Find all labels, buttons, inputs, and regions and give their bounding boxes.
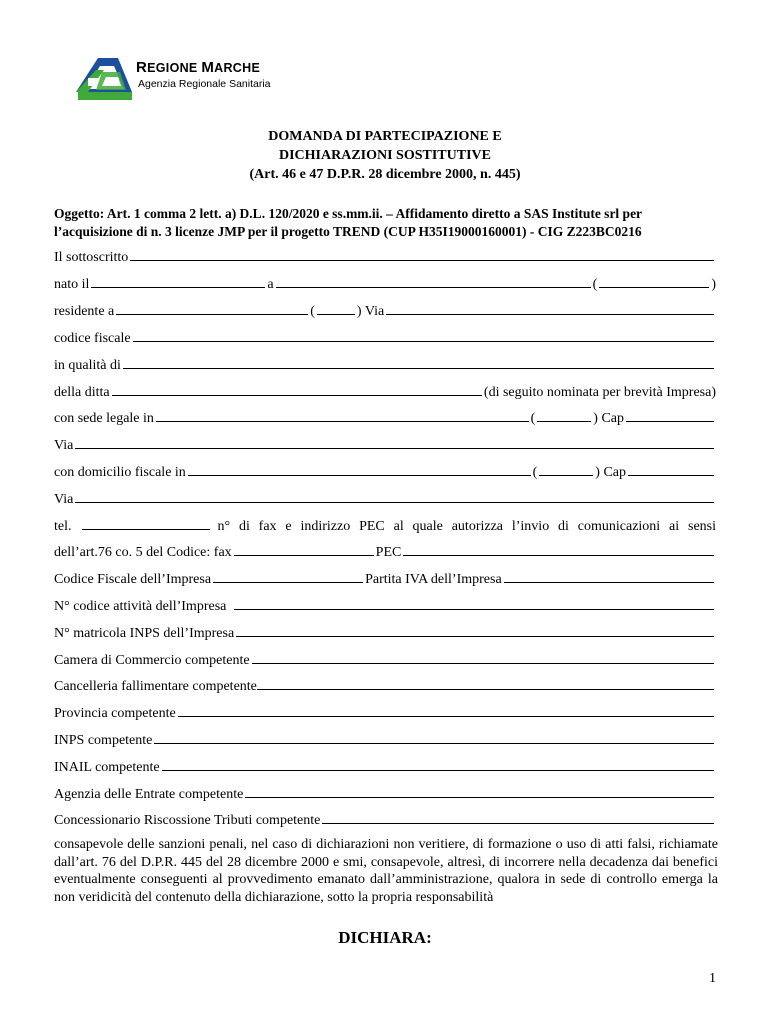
blank-provincia-residenza[interactable] [317,302,355,315]
document-title-line-3: (Art. 46 e 47 D.P.R. 28 dicembre 2000, n. 445) [249,167,521,182]
blank-codice-attivita[interactable] [234,597,714,610]
label-nato-il: nato il [54,277,90,292]
blank-provincia-nascita[interactable] [599,275,709,288]
blank-partita-iva[interactable] [504,570,714,583]
blank-cf-impresa[interactable] [213,570,363,583]
blank-pec[interactable] [403,543,714,556]
label-paren-via: ) Via [356,304,385,319]
blank-sottoscritto[interactable] [130,248,714,261]
label-concessionario: Concessionario Riscossione Tributi competente [54,813,321,828]
label-in-qualita-di: in qualità di [54,358,121,373]
label-paren-cap: ) Cap [595,465,626,480]
label-via: Via [54,438,74,453]
blank-fax[interactable] [234,543,374,556]
field-via-domicilio [54,490,716,508]
document-title-line-2: DICHIARAZIONI SOSTITUTIVE [278,148,491,163]
label-open-paren: ( [530,411,536,426]
label-matricola-inps: N° matricola INPS dell’Impresa [54,626,235,641]
field-inail [54,758,716,776]
blank-concessionario[interactable] [322,811,714,824]
label-paren-cap: ) Cap [593,411,624,426]
blank-camera-commercio[interactable] [252,651,714,664]
blank-ditta[interactable] [112,383,482,396]
subject-line-1: Oggetto: Art. 1 comma 2 lett. a) D.L. 120/2020 e ss.mm.ii. – Affidamento diretto a SAS Institute srl per [54,206,643,221]
label-sede-legale: con sede legale in [54,411,154,426]
subject-line-2: l’acquisizione di n. 3 licenze JMP per il progetto TREND (CUP H35I19000160001) - CIG Z223BC0216 [54,224,642,239]
blank-provincia-sede[interactable] [537,409,591,422]
field-matricola-inps [54,624,716,642]
label-domicilio-fiscale: con domicilio fiscale in [54,465,186,480]
label-codice-fiscale: codice fiscale [54,331,131,346]
label-inps: INPS competente [54,733,153,748]
label-via: Via [54,492,74,507]
dichiara-heading: DICHIARA: [338,928,432,947]
label-partita-iva: Partita IVA dell’Impresa [365,572,502,587]
label-della-ditta: della ditta [54,385,110,400]
blank-tel[interactable] [82,517,210,530]
blank-residenza[interactable] [116,302,308,315]
label-cancelleria: Cancelleria fallimentare competente [54,679,257,694]
field-concessionario [54,811,716,829]
label-codice-attivita: N° codice attività dell’Impresa [54,599,227,614]
field-provincia [54,704,716,722]
org-name: REGIONE MARCHE [136,59,261,76]
blank-provincia[interactable] [178,704,714,717]
field-codice-fiscale [54,329,716,347]
label-di-seguito: (di seguito nominata per brevità Impresa) [483,385,716,400]
field-cf-piva-impresa [54,570,716,588]
field-inps [54,731,716,749]
label-open-paren: ( [310,304,315,319]
org-subtitle: Agenzia Regionale Sanitaria [138,78,271,90]
blank-via-sede[interactable] [75,436,714,449]
blank-data-nascita[interactable] [91,275,265,288]
label-camera-commercio: Camera di Commercio competente [54,653,250,668]
blank-codice-fiscale[interactable] [133,329,714,342]
page-number: 1 [709,971,716,986]
field-nato [54,275,716,293]
label-pec: PEC [375,545,402,560]
field-residenza [54,302,716,320]
blank-provincia-domicilio[interactable] [539,463,593,476]
label-tel: tel. [54,519,72,534]
label-inail: INAIL competente [54,760,160,775]
blank-qualita[interactable] [123,356,714,369]
label-cf-impresa: Codice Fiscale dell’Impresa [54,572,212,587]
label-close-paren: ) [711,277,716,292]
field-cancelleria [54,677,716,695]
label-open-paren: ( [532,465,538,480]
label-residente-a: residente a [54,304,115,319]
regione-marche-logo [74,56,136,102]
blank-domicilio-fiscale[interactable] [188,463,531,476]
label-provincia: Provincia competente [54,706,176,721]
declaration-paragraph: consapevole delle sanzioni penali, nel caso di dichiarazioni non veritiere, di formazione o uso di atti falsi, richiamate dall’art. 76 del D.P.R. 445 del 28 dicembre 2000 e smi, consapevole, altresì, di incorrere nella decadenza dai benefici eventualmente conseguenti al provvedimento emanato dall’amministrazione, qualora in sede di controllo emerga la non veridicità del contenuto della dichiarazione, sotto la propria responsabilità [54,837,718,905]
field-domicilio-fiscale [54,463,716,481]
label-dellart76: dell’art.76 co. 5 del Codice: fax [54,545,232,560]
blank-matricola-inps[interactable] [236,624,714,637]
blank-cancelleria[interactable] [257,677,714,690]
field-via-sede [54,436,716,454]
blank-luogo-nascita[interactable] [276,275,591,288]
label-fax-pec-text: n° di fax e indirizzo PEC al quale autorizza l’invio di comunicazioni ai sensi [217,519,716,534]
label-open-paren: ( [592,277,598,292]
blank-via-domicilio[interactable] [75,490,714,503]
field-tel [54,517,716,535]
blank-inail[interactable] [162,758,714,771]
blank-inps[interactable] [154,731,714,744]
blank-cap-domicilio[interactable] [628,463,714,476]
blank-via-residenza[interactable] [386,302,714,315]
label-a: a [267,277,274,292]
document-title-line-1: DOMANDA DI PARTECIPAZIONE E [268,129,502,144]
field-fax-pec [54,543,716,561]
field-ditta [54,383,716,401]
blank-sede-legale[interactable] [156,409,529,422]
field-sottoscritto [54,248,716,266]
blank-cap-sede[interactable] [626,409,714,422]
field-codice-attivita [54,597,716,615]
field-sede-legale [54,409,716,427]
label-agenzia-entrate: Agenzia delle Entrate competente [54,787,244,802]
label-sottoscritto: Il sottoscritto [54,250,129,265]
field-agenzia-entrate [54,785,716,803]
blank-agenzia-entrate[interactable] [245,785,714,798]
field-qualita [54,356,716,374]
field-camera-commercio [54,651,716,669]
